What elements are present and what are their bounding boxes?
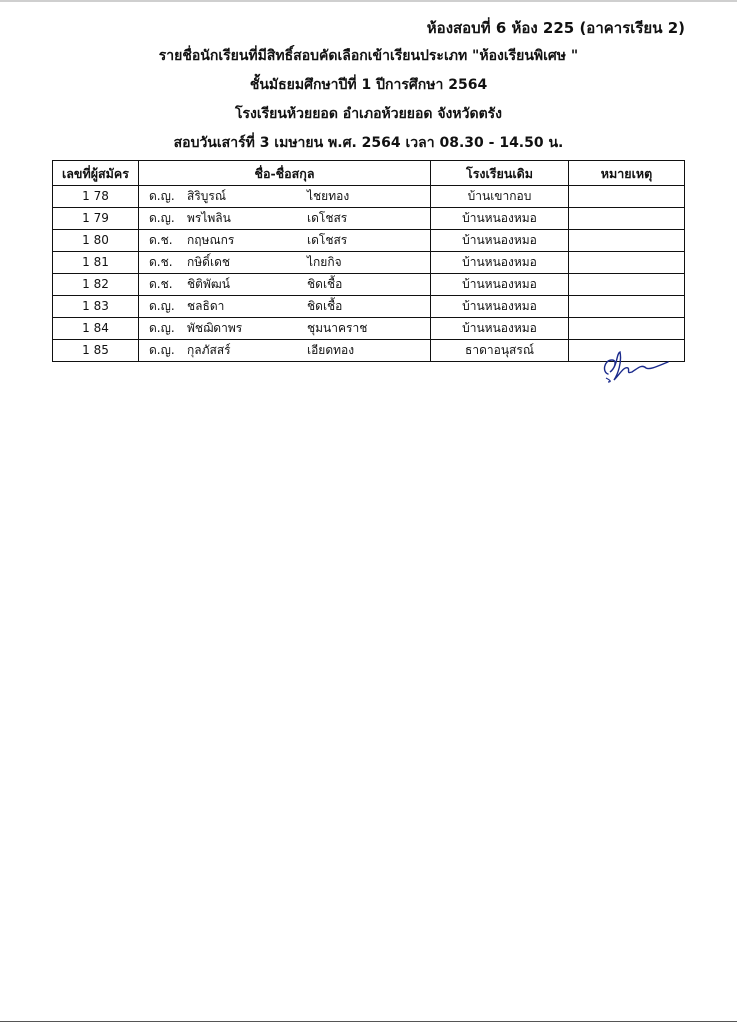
previous-school-cell: บ้านหนองหมอ <box>431 208 569 230</box>
handwritten-signature-icon <box>596 348 676 384</box>
applicant-no-cell: 1 80 <box>53 230 139 252</box>
scan-top-border <box>0 0 737 2</box>
last-name: เอียดทอง <box>307 343 355 357</box>
remarks-cell <box>569 296 685 318</box>
last-name: เดโชสร <box>307 211 348 225</box>
table-row <box>53 252 685 274</box>
previous-school-cell: ธาดาอนุสรณ์ <box>431 340 569 362</box>
name-prefix: ด.ญ. <box>149 189 175 203</box>
name-cell <box>139 230 431 252</box>
previous-school-cell: บ้านหนองหมอ <box>431 274 569 296</box>
header-remarks: หมายเหตุ <box>569 161 685 186</box>
previous-school-cell: บ้านหนองหมอ <box>431 230 569 252</box>
applicant-no-cell: 1 82 <box>53 274 139 296</box>
applicant-no-cell: 1 84 <box>53 318 139 340</box>
remarks-cell <box>569 186 685 208</box>
first-name: พรไพลิน <box>187 211 231 225</box>
table-row <box>53 230 685 252</box>
remarks-cell <box>569 252 685 274</box>
name-cell <box>139 296 431 318</box>
table-row <box>53 274 685 296</box>
name-cell <box>139 274 431 296</box>
last-name: ไชยทอง <box>307 189 350 203</box>
previous-school-cell: บ้านหนองหมอ <box>431 318 569 340</box>
applicant-table <box>52 160 685 362</box>
remarks-cell <box>569 318 685 340</box>
name-prefix: ด.ช. <box>149 233 173 247</box>
last-name: ชิดเชื้อ <box>307 299 343 313</box>
exam-room-heading: ห้องสอบที่ 6 ห้อง 225 (อาคารเรียน 2) <box>426 19 685 37</box>
applicant-no-cell: 1 78 <box>53 186 139 208</box>
applicant-no-cell: 1 79 <box>53 208 139 230</box>
name-prefix: ด.ช. <box>149 277 173 291</box>
first-name: ชลธิดา <box>187 299 225 313</box>
table-body <box>53 186 685 362</box>
name-prefix: ด.ญ. <box>149 343 175 357</box>
table-header-row <box>53 161 685 186</box>
first-name: พัชฌิดาพร <box>187 321 243 335</box>
grade-year-heading: ชั้นมัธยมศึกษาปีที่ 1 ปีการศึกษา 2564 <box>249 77 488 93</box>
exam-date-heading: สอบวันเสาร์ที่ 3 เมษายน พ.ศ. 2564 เวลา 08.30 - 14.50 น. <box>173 135 564 151</box>
name-prefix: ด.ญ. <box>149 299 175 313</box>
table-row <box>53 296 685 318</box>
name-prefix: ด.ญ. <box>149 211 175 225</box>
first-name: ชิติพัฒน์ <box>187 277 230 291</box>
header-applicant-no: เลขที่ผู้สมัคร <box>53 161 139 186</box>
remarks-cell <box>569 230 685 252</box>
applicant-no-cell: 1 81 <box>53 252 139 274</box>
first-name: กฤษณกร <box>187 233 235 247</box>
last-name: ไกยกิจ <box>307 255 342 269</box>
last-name: ชิดเชื้อ <box>307 277 343 291</box>
first-name: กษิดิ์เดช <box>187 255 231 269</box>
last-name: ชุมนาคราช <box>307 321 368 335</box>
table-row <box>53 208 685 230</box>
document-title: รายชื่อนักเรียนที่มีสิทธิ์สอบคัดเลือกเข้าเรียนประเภท "ห้องเรียนพิเศษ " <box>158 48 579 64</box>
name-prefix: ด.ช. <box>149 255 173 269</box>
first-name: กุลภัสสร์ <box>187 343 231 357</box>
remarks-cell <box>569 274 685 296</box>
table-row <box>53 186 685 208</box>
name-cell <box>139 340 431 362</box>
name-prefix: ด.ญ. <box>149 321 175 335</box>
previous-school-cell: บ้านหนองหมอ <box>431 296 569 318</box>
first-name: สิริบูรณ์ <box>187 189 226 203</box>
table-row <box>53 340 685 362</box>
header-name: ชื่อ-ชื่อสกุล <box>139 161 431 186</box>
name-cell <box>139 186 431 208</box>
header-previous-school: โรงเรียนเดิม <box>431 161 569 186</box>
name-cell <box>139 208 431 230</box>
last-name: เดโชสร <box>307 233 348 247</box>
applicant-no-cell: 1 85 <box>53 340 139 362</box>
applicant-no-cell: 1 83 <box>53 296 139 318</box>
previous-school-cell: บ้านหนองหมอ <box>431 252 569 274</box>
scan-bottom-border <box>0 1021 737 1022</box>
table-row <box>53 318 685 340</box>
previous-school-cell: บ้านเขากอบ <box>431 186 569 208</box>
school-heading: โรงเรียนห้วยยอด อำเภอห้วยยอด จังหวัดตรัง <box>234 106 503 122</box>
name-cell <box>139 318 431 340</box>
name-cell <box>139 252 431 274</box>
remarks-cell <box>569 208 685 230</box>
